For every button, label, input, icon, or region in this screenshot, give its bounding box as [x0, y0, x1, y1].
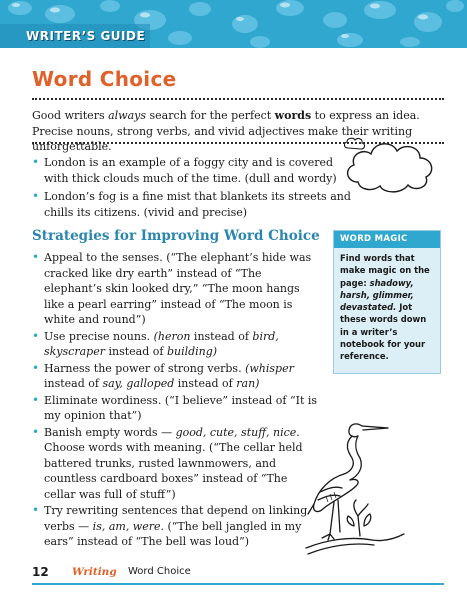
cloud-icon	[340, 134, 440, 196]
strategy-wordiness: • Eliminate wordiness. (“I believe” instead of “It is my opinion that”)	[32, 393, 322, 424]
header-band	[0, 0, 467, 48]
footer-topic-label: Word Choice	[128, 566, 191, 577]
page-title: Word Choice	[32, 67, 177, 91]
word-magic-text: Find words that make magic on the page: shadowy, harsh, glimmer, devastated. Jot these words down in a writer’s notebook for your reference.	[340, 253, 430, 362]
word-magic-sidebar	[333, 230, 441, 374]
strategies-heading: Strategies for Improving Word Choice	[32, 228, 320, 244]
footer-section-label: Writing	[72, 566, 117, 578]
footer-rule	[32, 583, 444, 585]
word-magic-heading: WORD MAGIC	[334, 231, 440, 248]
example-list	[32, 155, 352, 223]
title-divider-top	[32, 98, 444, 100]
example-vivid: • London’s fog is a fine mist that blankets its streets and chills its citizens. (vivid and precise)	[32, 189, 352, 220]
strategy-nouns: • Use precise nouns. (heron instead of bird, skyscraper instead of building)	[32, 329, 322, 360]
intro-paragraph: Good writers always search for the perfect words to express an idea. Precise nouns, strong verbs, and vivid adjectives make their writing unforgettable.	[32, 109, 420, 153]
strategies-list	[32, 250, 322, 551]
strategy-verbs: • Harness the power of strong verbs. (whisper instead of say, galloped instead of ran)	[32, 361, 322, 392]
strategy-linking-verbs: • Try rewriting sentences that depend on linking verbs — is, am, were. (“The bell jangled in my ears” instead of “The bell was loud”)	[32, 503, 322, 550]
writers-guide-label: WRITER’S GUIDE	[26, 29, 146, 43]
heron-illustration	[300, 408, 410, 558]
example-dull: • London is an example of a foggy city and is covered with thick clouds much of the time. (dull and wordy)	[32, 155, 352, 186]
page-number: 12	[32, 565, 49, 579]
strategy-senses: • Appeal to the senses. (“The elephant’s hide was cracked like dry earth” instead of “The elephant’s skin looked dry,” “The moon hangs like a pearl earring” instead of “The moon is white and round”)	[32, 250, 322, 328]
strategy-empty-words: • Banish empty words — good, cute, stuff, nice. Choose words with meaning. (“The cellar held battered trunks, rusted lawnmowers, and countless cardboard boxes” instead of “The cellar was full of stuff”)	[32, 425, 322, 503]
